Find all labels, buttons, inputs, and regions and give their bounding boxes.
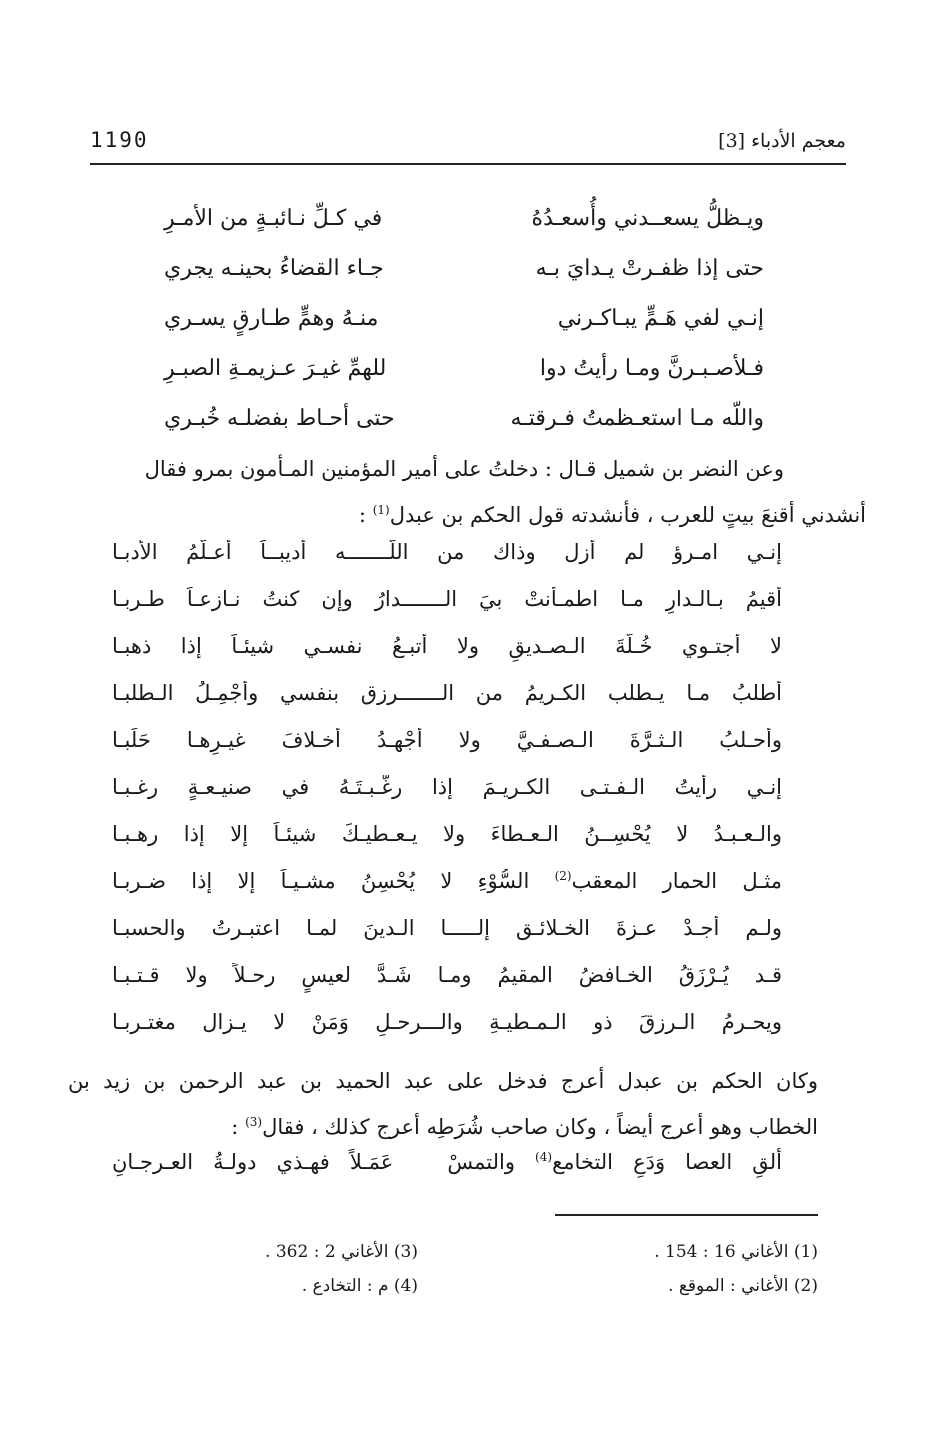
verse-line: إنـي رأيتُ الـفـتـى الكـريـمَ إذا رغّـبـتَـهُ في صنيـعـةٍ رغـبـا <box>112 775 782 799</box>
verse-line: ويحـرمُ الـرزقَ ذو الـمـطيـةِ والـــرحـلِ وَمَنْ لا يـزال مغتـربـا <box>112 1010 782 1034</box>
verse-first-hemistich: واللّه مـا استعـظمتُ فـرقتـه <box>510 406 764 431</box>
verse-first-hemistich <box>447 1150 782 1174</box>
verse-line <box>112 869 782 916</box>
paragraph-hakam <box>68 1058 818 1150</box>
verse-second-hemistich: جـاء القضاءُ بحينـه يجري <box>164 256 384 281</box>
verse-text: والتمسْ <box>447 1150 536 1174</box>
verse-second-hemistich: عَمَـلاً فهـذي دولـةُ العـرجـانِ <box>112 1150 394 1174</box>
verse-final <box>112 1150 782 1174</box>
verse-line: أطلبُ مـا يـطلب الكـريمُ من الـــــــرزق بنفسي وأُجْمِـلُ الـطلبـا <box>112 681 782 705</box>
verse-line <box>164 256 764 306</box>
verse-first-hemistich: ويـظلُّ يسعــدني وأُسعـدُهُ <box>531 206 764 231</box>
verse-line: والـعـبـدُ لا يُحْسِــنُ الـعـطاءَ ولا يـعـطيـكَ شيئـاً إلا إذا رهـبـا <box>112 822 782 846</box>
footnote-ref: (2) <box>554 869 572 883</box>
verse-first-hemistich: فـلأصـبـرنَّ ومـا رأيتُ دوا <box>539 356 764 381</box>
poem-second <box>112 540 782 1057</box>
footnote-ref: (3) <box>245 1115 263 1129</box>
verse-line <box>164 306 764 356</box>
paragraph-text: : <box>358 503 373 527</box>
verse-line: ولـم أجـدْ عـزةَ الخـلائـق إلـــــا الـدينَ لمـا اعتبـرتُ والحسبـا <box>112 916 782 940</box>
verse-text: ألقِ العصا وَدَعِ التخامع <box>552 1150 782 1174</box>
verse-second-hemistich: حتى أحـاط بفضلـه خُبـري <box>164 406 395 431</box>
page-number: 1190 <box>90 128 149 152</box>
paragraph-line: وكان الحكم بن عبدل أعرج فدخل على عبد الحميد بن عبد الرحمن بن زيد بن <box>68 1069 818 1093</box>
verse-first-hemistich: إنـي لفي هَـمٍّ يبـاكـرني <box>557 306 764 331</box>
header-rule <box>90 163 846 165</box>
verse-line: أقيمُ بـالـدارِ مـا اطمـأنتْ بيَ الـــــــدارُ وإن كنتُ نـازعـاً طـربـا <box>112 587 782 611</box>
footnote-rule <box>555 1214 818 1216</box>
verse-line <box>164 206 764 256</box>
paragraph-text: الخطاب وهو أعرج أيضاً ، وكان صاحب شُرَطِه أعرج كذلك ، فقال <box>262 1115 818 1139</box>
paragraph-text: أنشدني أقنعَ بيتٍ للعرب ، فأنشدته قول الحكم بن عبدل <box>389 503 866 527</box>
poem-first <box>164 206 764 456</box>
verse-line: وأحـلبُ الـثـرَّةَ الـصـفـيَّ ولا أجْهـدُ أخـلافَ غيـرِهـا حَلَبـا <box>112 728 782 752</box>
verse-second-hemistich: منـهُ وهمٍّ طـارقٍ يسـري <box>164 306 379 331</box>
footnote-3: (3) الأغاني 2 : 362 . <box>265 1242 418 1262</box>
verse-first-hemistich: حتى إذا ظفـرتْ يـدايَ بـه <box>535 256 764 281</box>
running-title: معجم الأدباء [3] <box>718 130 846 152</box>
footnote-2: (2) الأغاني : الموقع . <box>668 1276 818 1296</box>
verse-text: السُّوْءِ لا يُحْسِنُ مشـيـاً إلا إذا ضـربـا <box>112 869 555 893</box>
footnote-ref: (1) <box>372 503 390 517</box>
page-header <box>90 130 846 164</box>
verse-line <box>164 356 764 406</box>
verse-text: مثـل الحمار المعقب <box>571 869 782 893</box>
paragraph-line <box>94 492 866 538</box>
verse-second-hemistich: في كـلِّ نـائبـةٍ من الأمـرِ <box>164 206 383 231</box>
footnote-ref: (4) <box>535 1150 553 1164</box>
verse-line: قـد يُـرْزَقُ الخـافضُ المقيمُ ومـا شَـدَّ لعيسٍ رحـلاً ولا قـتـبـا <box>112 963 782 987</box>
verse-line: لا أجتـوي خُـلّةَ الـصـديقِ ولا أتبـعُ نفسـي شيئـاً إذا ذهبـا <box>112 634 782 658</box>
footnote-4: (4) م : التخادع . <box>301 1276 418 1296</box>
footnote-1: (1) الأغاني 16 : 154 . <box>654 1242 818 1262</box>
verse-second-hemistich: للهمِّ غيـرَ عـزيمـةِ الصبـرِ <box>164 356 387 381</box>
paragraph-line <box>68 1104 818 1150</box>
verse-line: إنـي امـرؤ لم أزل وذاك من اللّـــــــه أديبــاً أعـلّمُ الأدبـا <box>112 540 782 564</box>
paragraph-line: وعن النضر بن شميل قـال : دخلتُ على أمير المؤمنين المـأمون بمرو فقال <box>144 457 784 481</box>
paragraph-nadr <box>94 446 866 538</box>
paragraph-text: : <box>231 1115 246 1139</box>
